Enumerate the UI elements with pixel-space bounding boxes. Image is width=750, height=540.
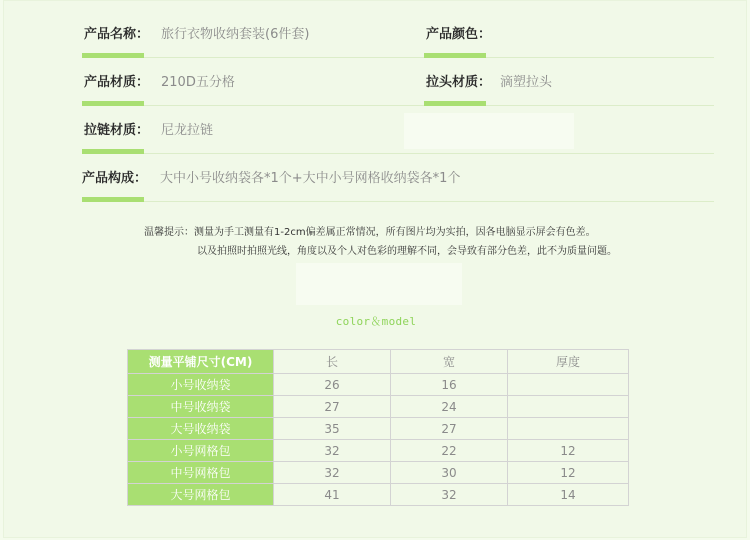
table-cell: 32: [274, 462, 391, 484]
tips-line-1: 温馨提示：测量为手工测量有1-2cm偏差属正常情况，所有图片均为实拍，因各电脑显示屏会有色差。: [144, 227, 596, 238]
table-header-cell: 长: [274, 350, 391, 374]
table-cell: 27: [274, 396, 391, 418]
table-row-header: 大号收纳袋: [128, 418, 274, 440]
table-row-header: 小号网格包: [128, 440, 274, 462]
table-cell: 24: [391, 396, 508, 418]
product-material-value: 210D五分格: [161, 75, 235, 90]
row-divider: [82, 201, 714, 202]
table-row: [128, 396, 629, 418]
table-cell: 22: [391, 440, 508, 462]
table-cell: 27: [391, 418, 508, 440]
product-info-panel: [3, 0, 747, 538]
product-name-value: 旅行衣物收纳套装(6件套): [161, 27, 310, 42]
table-row-header: 小号收纳袋: [128, 374, 274, 396]
product-composition-label: 产品构成：: [82, 171, 148, 186]
table-row: [128, 462, 629, 484]
table-row-header: 大号网格包: [128, 484, 274, 506]
accent-bar: [82, 53, 144, 58]
faded-area: [296, 263, 462, 305]
table-cell: 32: [391, 484, 508, 506]
table-cell: 35: [274, 418, 391, 440]
product-composition-value: 大中小号收纳袋各*1个+大中小号网格收纳袋各*1个: [160, 171, 461, 186]
table-row-header: 中号网格包: [128, 462, 274, 484]
table-row: [128, 418, 629, 440]
table-cell: [508, 374, 629, 396]
size-table: [127, 349, 629, 506]
product-name-label: 产品名称：: [84, 27, 150, 42]
row-divider: [82, 57, 714, 58]
table-row-header: 中号收纳袋: [128, 396, 274, 418]
accent-bar: [424, 101, 486, 106]
table-row: [128, 374, 629, 396]
tips-line-2: 以及拍照时拍照光线，角度以及个人对色彩的理解不同，会导致有部分色差，此不为质量问题。: [197, 246, 617, 257]
row-divider: [82, 105, 714, 106]
row-divider: [82, 153, 714, 154]
table-header-cell: 宽: [391, 350, 508, 374]
faded-area: [404, 113, 574, 149]
table-row: [128, 440, 629, 462]
table-cell: 32: [274, 440, 391, 462]
table-header-cell: 测量平铺尺寸(CM): [128, 350, 274, 374]
puller-material-label: 拉头材质：: [426, 75, 492, 90]
product-color-label: 产品颜色：: [426, 27, 492, 42]
table-cell: 41: [274, 484, 391, 506]
product-material-label: 产品材质：: [84, 75, 150, 90]
section-title: color＆model: [335, 315, 417, 328]
table-cell: 16: [391, 374, 508, 396]
table-cell: 26: [274, 374, 391, 396]
accent-bar: [82, 101, 144, 106]
table-header-cell: 厚度: [508, 350, 629, 374]
table-cell: [508, 418, 629, 440]
puller-material-value: 滴塑拉头: [500, 75, 553, 90]
accent-bar: [82, 149, 144, 154]
zipper-material-label: 拉链材质：: [84, 123, 150, 138]
accent-bar: [424, 53, 486, 58]
table-header-row: [128, 350, 629, 374]
zipper-material-value: 尼龙拉链: [161, 123, 214, 138]
table-cell: [508, 396, 629, 418]
accent-bar: [82, 197, 144, 202]
table-cell: 12: [508, 440, 629, 462]
table-cell: 30: [391, 462, 508, 484]
table-cell: 14: [508, 484, 629, 506]
table-row: [128, 484, 629, 506]
table-cell: 12: [508, 462, 629, 484]
